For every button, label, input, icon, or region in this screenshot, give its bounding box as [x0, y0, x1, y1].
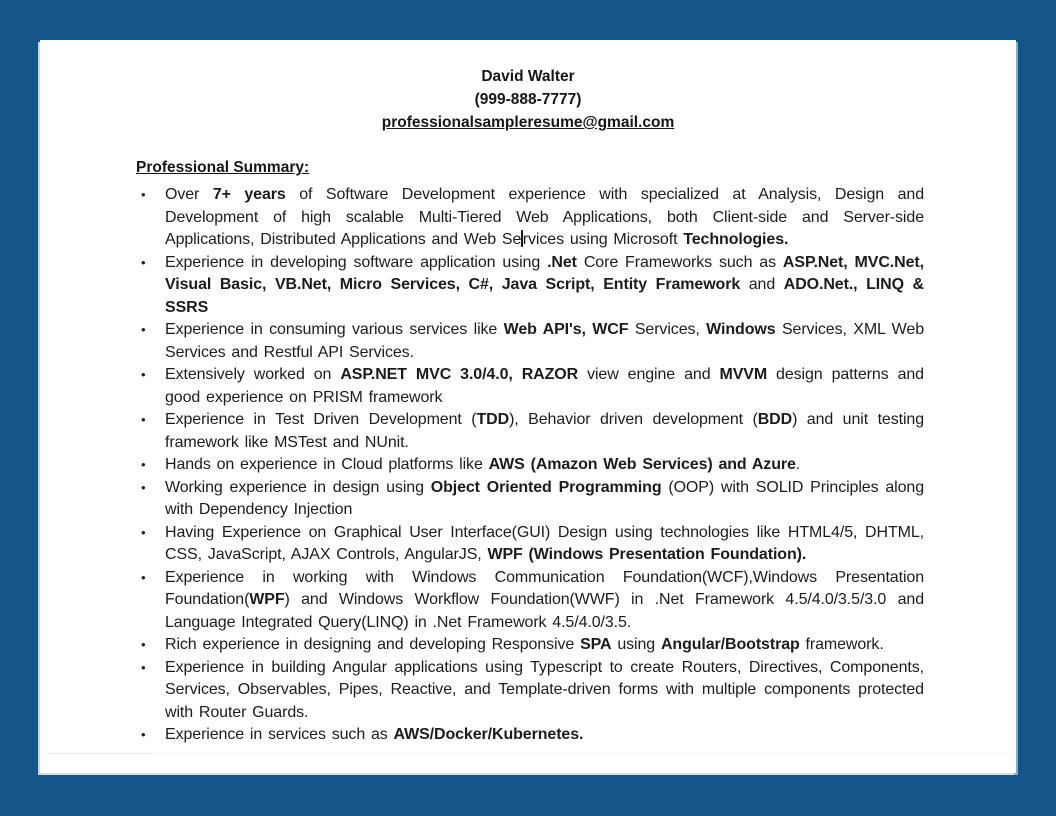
bullet-icon: •	[141, 659, 146, 675]
list-item	[136, 522, 924, 567]
list-item	[136, 567, 924, 635]
list-item	[136, 724, 924, 747]
list-item	[136, 184, 924, 252]
bullet-text[interactable]: Over 7+ years of Software Development experience with specialized at Analysis, Design and Development of high scalable Multi-Tiered Web Applications, both Client-side and Server-side Applications, Distributed Applications and Web Services using Microsoft Technologies.	[165, 186, 924, 248]
bullet-text[interactable]: Experience in working with Windows Communication Foundation(WCF),Windows Presentation Foundation(WPF) and Windows Workflow Foundation(WWF) in .Net Framework 4.5/4.0/3.5/3.0 and Language Integrated Query(LINQ) in .Net Framework 4.5/4.0/3.5.	[165, 568, 924, 631]
document-page[interactable]	[40, 40, 1016, 773]
bullet-icon: •	[141, 479, 146, 495]
bullet-text[interactable]: Extensively worked on ASP.NET MVC 3.0/4.0, RAZOR view engine and MVVM design patterns and good experience on PRISM framework	[165, 366, 924, 406]
bullet-icon: •	[141, 322, 146, 337]
list-item	[136, 477, 924, 522]
list-item	[136, 634, 924, 657]
contact-header	[40, 40, 1016, 134]
bullet-icon: •	[141, 187, 146, 202]
list-item	[136, 454, 924, 477]
bullet-icon: •	[141, 412, 146, 427]
bullet-icon: •	[141, 457, 146, 472]
bullet-text[interactable]: Hands on experience in Cloud platforms like AWS (Amazon Web Services) and Azure.	[165, 456, 801, 473]
list-item	[136, 364, 924, 409]
list-item	[136, 319, 924, 364]
bullet-text[interactable]: Rich experience in designing and developing Responsive SPA using Angular/Bootstrap framework.	[165, 636, 884, 653]
bullet-icon: •	[141, 367, 146, 382]
bullet-text[interactable]: Experience in Test Driven Development (TDD), Behavior driven development (BDD) and unit testing framework like MSTest and NUnit.	[165, 411, 925, 451]
contact-phone: (999-888-7777)	[474, 91, 582, 108]
bullet-text[interactable]: Experience in developing software application using .Net Core Frameworks such as ASP.Net, MVC.Net, Visual Basic, VB.Net, Micro Services, C#, Java Script, Entity Framework and ADO.Net., LINQ & SSRS	[165, 253, 924, 316]
summary-list	[136, 184, 924, 747]
document-body	[136, 159, 924, 747]
contact-email-link[interactable]: professionalsampleresume@gmail.com	[381, 114, 675, 131]
page-break-line	[40, 753, 1016, 754]
section-heading: Professional Summary:	[136, 159, 310, 176]
page-break-line-left	[48, 753, 151, 754]
bullet-text[interactable]: Experience in services such as AWS/Docker/Kubernetes.	[165, 726, 584, 743]
bullet-icon: •	[141, 569, 146, 585]
list-item	[136, 252, 924, 320]
list-item	[136, 409, 924, 454]
bullet-icon: •	[141, 524, 146, 540]
bullet-text[interactable]: Experience in consuming various services like Web API's, WCF Services, Windows Services, XML Web Services and Restful API Services.	[165, 321, 924, 361]
bullet-icon: •	[141, 727, 146, 742]
bullet-text[interactable]: Experience in building Angular applications using Typescript to create Routers, Directives, Components, Services, Observables, Pipes, Reactive, and Template-driven forms with multiple components protected with Router Guards.	[165, 658, 924, 721]
contact-name: David Walter	[481, 68, 575, 85]
list-item	[136, 657, 924, 725]
bullet-icon: •	[141, 254, 146, 270]
bullet-icon: •	[141, 637, 146, 652]
bullet-text[interactable]: Having Experience on Graphical User Interface(GUI) Design using technologies like HTML4/5, DHTML, CSS, JavaScript, AJAX Controls, AngularJS, WPF (Windows Presentation Foundation).	[165, 523, 924, 563]
bullet-text[interactable]: Working experience in design using Object Oriented Programming (OOP) with SOLID Principles along with Dependency Injection	[165, 478, 924, 518]
